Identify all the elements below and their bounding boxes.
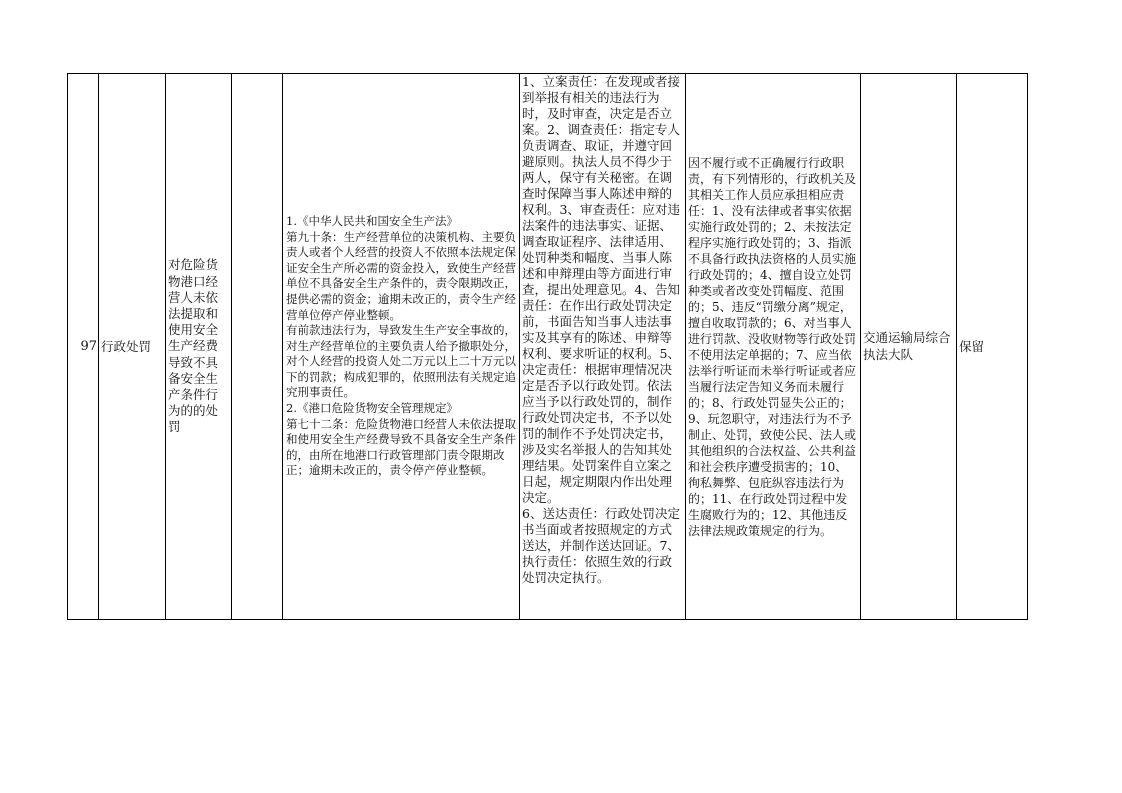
duty-paragraph-1: 1、立案责任：在发现或者接到举报有相关的违法行为时，及时审查，决定是否立案。2、调查责任：指定专人负责调查、取证，并遵守回避原则。执法人员不得少于两人，保守有关秘密。在调查时保障当事人陈述申辩的权利。3、审查责任：应对违法案件的违法事实、证据、调查取证程序、法律适用、处罚种类和幅度、当事人陈述和申辩理由等方面进行审查，提出处理意见。4、告知责任：在作出行政处罚决定前，书面告知当事人违法事实及其享有的陈述、申辩等权利、要求听证的权利。5、决定责任：根据审理情况决定是否予以行政处罚。依法应当予以行政处罚的，制作行政处罚决定书，不予以处罚的制作不予处罚决定书，涉及实名举报人的告知其处理结果。处罚案件自立案之日起，规定期限内作出处理决定。 [522,74,680,505]
table-row [68,74,1028,620]
sub-item-cell [232,74,283,620]
basis-law-2-article: 第七十二条：危险货物港口经营人未依法提取和使用安全生产经费导致不具备安全生产条件的，由所在地港口行政管理部门责令限期改正；逾期未改正的，责令停产停业整顿。 [286,416,516,478]
power-list-table [67,73,1028,620]
basis-law-2-title: 2.《港口危险货物安全管理规定》 [286,401,458,416]
note-cell: 保留 [957,74,1028,620]
power-type-cell: 行政处罚 [99,74,166,620]
basis-law-1-title: 1.《中华人民共和国安全生产法》 [286,213,458,228]
duty-text-clip [522,74,683,619]
liability-cell: 因不履行或不正确履行行政职责，有下列情形的，行政机关及其相关工作人员应承担相应责任：1、没有法律或者事实依据实施行政处罚的；2、未按法定程序实施行政处罚的；3、指派不具备行政执法资格的人员实施行政处罚的；4、擅自设立处罚种类或者改变处罚幅度、范围的；5、违反“罚缴分离”规定，擅自收取罚款的；6、对当事人进行罚款、没收财物等行政处罚不使用法定单据的；7、应当依法举行听证而未举行听证或者应当履行法定告知义务而未履行的；8、行政处罚显失公正的；9、玩忽职守，对违法行为不予制止、处罚，致使公民、法人或其他组织的合法权益、公共利益和社会秩序遭受损害的；10、徇私舞弊、包庇纵容违法行为的；11、在行政处罚过程中发生腐败行为的；12、其他违反法律法规政策规定的行为。 [686,74,861,620]
power-name-cell: 对危险货物港口经营人未依法提取和使用安全生产经费导致不具备安全生产条件行为的的处罚 [166,74,232,620]
legal-basis-cell [283,74,520,620]
basis-law-1-clause: 有前款违法行为，导致发生生产安全事故的，对生产经营单位的主要负责人给予撤职处分，对个人经营的投资人处二万元以上二十万元以下的罚款；构成犯罪的，依照刑法有关规定追究刑事责任。 [286,323,516,400]
department-cell: 交通运输局综合执法大队 [861,74,957,620]
duty-paragraph-2: 6、送达责任：行政处罚决定书当面或者按照规定的方式送达，并制作送达回证。7、执行责任：依照生效的行政处罚决定执行。 [522,506,680,585]
basis-law-1-article: 第九十条：生产经营单位的决策机构、主要负责人或者个人经营的投资人不依照本法规定保证安全生产所必需的资金投入，致使生产经营单位不具备安全生产条件的，责令限期改正，提供必需的资金；逾期未改正的，责令生产经营单位停产停业整顿。 [286,229,516,322]
row-number: 97 [68,74,99,620]
duty-cell [520,74,686,620]
